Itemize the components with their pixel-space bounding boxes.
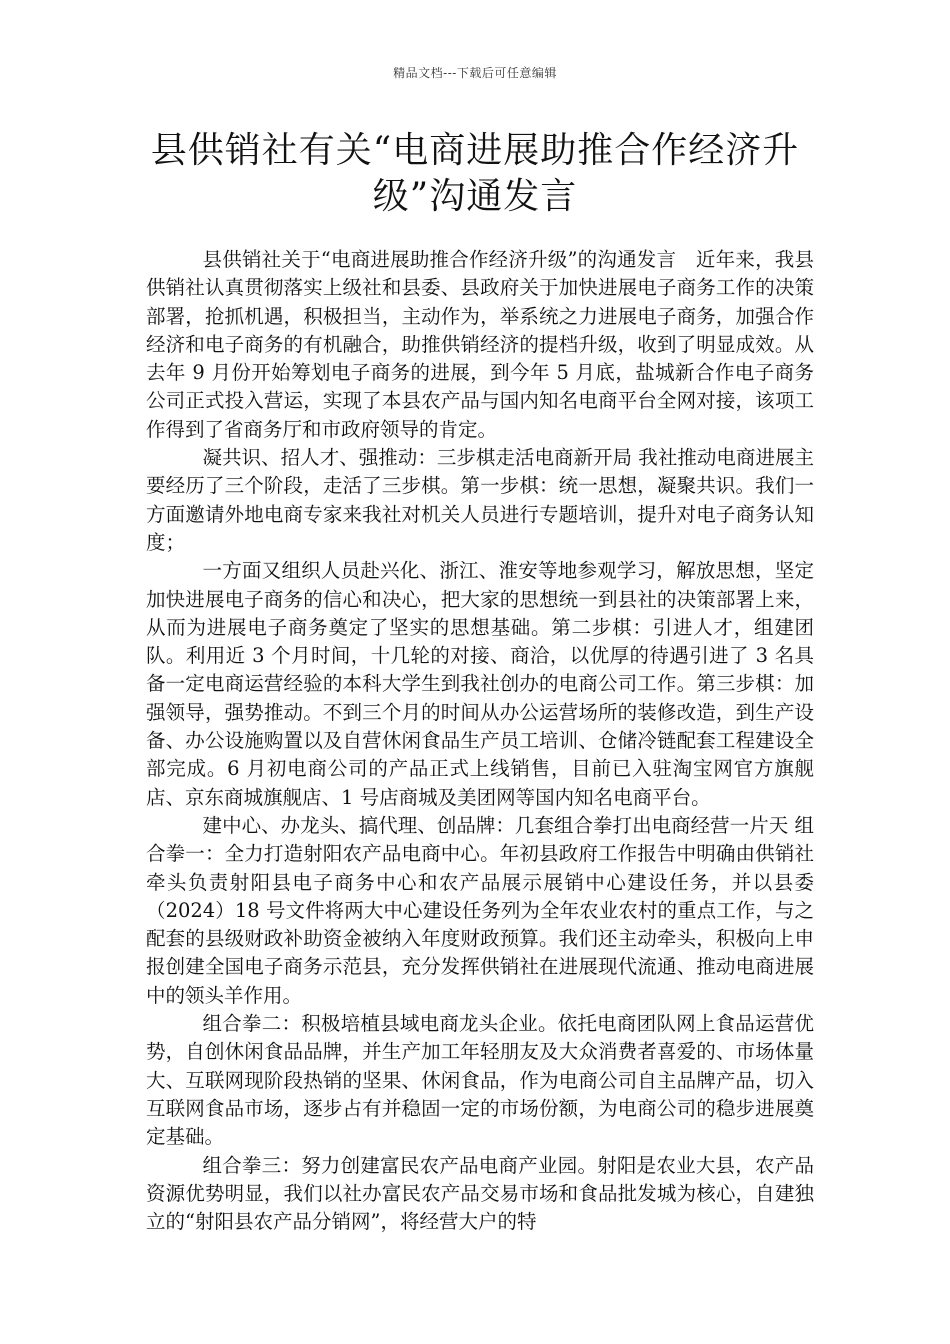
paragraph: 一方面又组织人员赴兴化、浙江、淮安等地参观学习，解放思想，坚定加快进展电子商务的信心和决心，把大家的思想统一到县社的决策部署上来，从而为进展电子商务奠定了坚实的思想基础。第二步棋：引进人才，组建团队。利用近 3 个月时间，十几轮的对接、商洽，以优厚的待遇引进了 3 名具备一定电商运营经验的本科大学生到我社创办的电商公司工作。第三步棋：加强领导，强势推动。不到三个月的时间从办公运营场所的装修改造，到生产设备、办公设施购置以及自营休闲食品生产员工培训、仓储冷链配套工程建设全部完成。6 月初电商公司的产品正式上线销售，目前已入驻淘宝网官方旗舰店、京东商城旗舰店、1 号店商城及美团网等国内知名电商平台。 [146, 559, 814, 809]
paragraph: 组合拳二：积极培植县域电商龙头企业。依托电商团队网上食品运营优势，自创休闲食品品牌，并生产加工年轻朋友及大众消费者喜爱的、市场体量大、互联网现阶段热销的坚果、休闲食品，作为电商公司自主品牌产品，切入互联网食品市场，逐步占有并稳固一定的市场份额，为电商公司的稳步进展奠定基础。 [146, 1012, 814, 1149]
paragraph: 组合拳三：努力创建富民农产品电商产业园。射阳是农业大县，农产品资源优势明显，我们以社办富民农产品交易市场和食品批发城为核心，自建独立的“射阳县农产品分销网”，将经营大户的特 [146, 1153, 814, 1234]
paragraph: 县供销社关于“电商进展助推合作经济升级”的沟通发言 近年来，我县供销社认真贯彻落实上级社和县委、县政府关于加快进展电子商务工作的决策部署，抢抓机遇，积极担当，主动作为，举系统之力进展电子商务，加强合作经济和电子商务的有机融合，助推供销经济的提档升级，收到了明显成效。从去年 9 月份开始筹划电子商务的进展，到今年 5 月底，盐城新合作电子商务公司正式投入营运，实现了本县农产品与国内知名电商平台全网对接，该项工作得到了省商务厅和市政府领导的肯定。 [146, 248, 814, 441]
document-title: 县供销社有关“电商进展助推合作经济升级”沟通发言 [150, 130, 800, 217]
paragraph: 建中心、办龙头、搞代理、创品牌：几套组合拳打出电商经营一片天 组合拳一：全力打造射阳农产品电商中心。年初县政府工作报告中明确由供销社牵头负责射阳县电子商务中心和农产品展示展销中心建设任务，并以县委（2024）18 号文件将两大中心建设任务列为全年农业农村的重点工作，与之配套的县级财政补助资金被纳入年度财政预算。我们还主动牵头，积极向上申报创建全国电子商务示范县，充分发挥供销社在进展现代流通、推动电商进展中的领头羊作用。 [146, 813, 814, 1007]
document-body [146, 246, 814, 1236]
paragraph: 凝共识、招人才、强推动：三步棋走活电商新开局 我社推动电商进展主要经历了三个阶段，走活了三步棋。第一步棋：统一思想，凝聚共识。我们一方面邀请外地电商专家来我社对机关人员进行专题培训，提升对电子商务认知度； [146, 446, 814, 554]
header-note: 精品文档---下载后可任意编辑 [393, 66, 557, 80]
